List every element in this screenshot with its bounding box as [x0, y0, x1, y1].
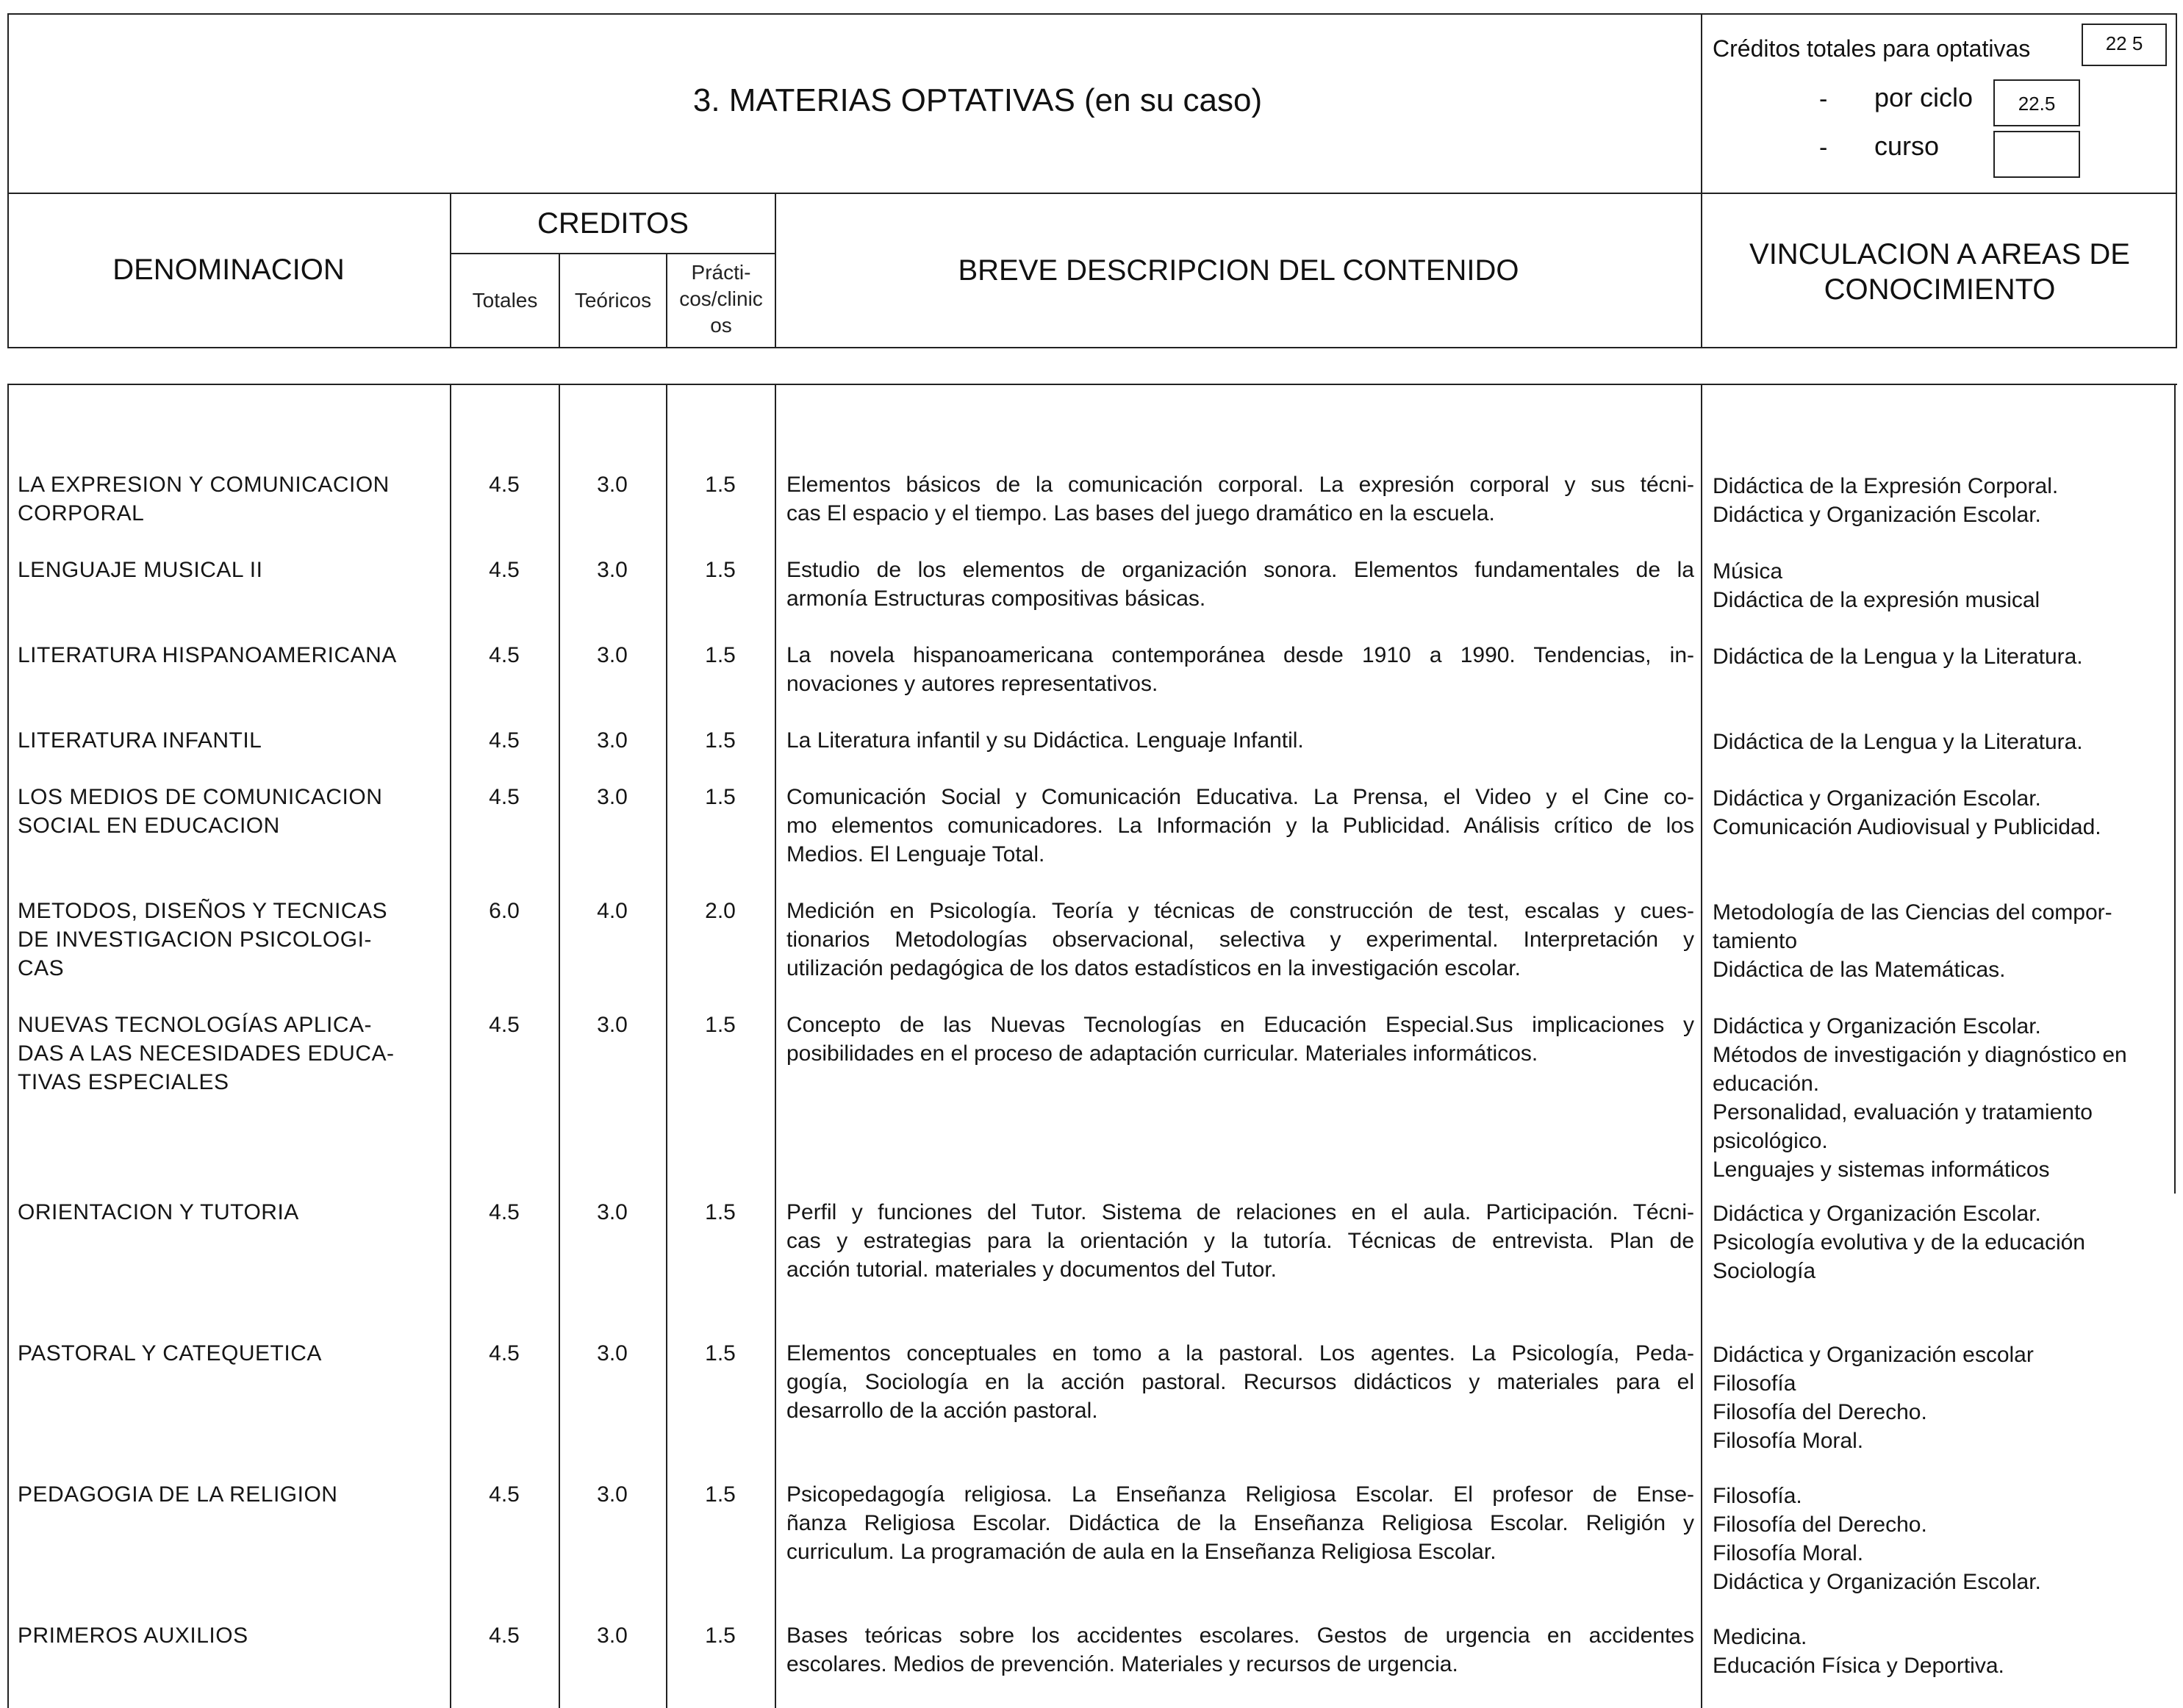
body-left-border: [7, 384, 9, 1708]
column-practicos-line2: cos/clinic: [679, 287, 763, 310]
content-description: [786, 1198, 1694, 1284]
subject-name: [18, 897, 437, 983]
content-description: [786, 470, 1694, 528]
column-descripcion: BREVE DESCRIPCION DEL CONTENIDO: [958, 254, 1519, 287]
description-line: cas El espacio y el tiempo. Las bases del juego dramático en la escuela.: [786, 501, 1495, 525]
knowledge-area: Métodos de investigación y diagnóstico en: [1713, 1043, 2127, 1067]
curso-label: curso: [1874, 131, 1940, 161]
knowledge-areas: [1713, 1199, 2168, 1285]
subject-name-line: DAS A LAS NECESIDADES EDUCA-: [18, 1041, 395, 1066]
credits-totales: 4.5: [489, 1200, 520, 1224]
knowledge-area: Filosofía.: [1713, 1484, 1802, 1508]
knowledge-areas: [1713, 898, 2168, 984]
credits-teoricos: 4.0: [597, 899, 628, 923]
por-ciclo-value: 22.5: [1993, 79, 2080, 126]
description-line: Perfil y funciones del Tutor. Sistema de relaciones en el aula. Participación. Técni-: [786, 1200, 1694, 1224]
column-denominacion: DENOMINACION: [112, 254, 345, 286]
column-teoricos: Teóricos: [574, 289, 652, 312]
subject-name: [18, 641, 437, 670]
credits-totales: 6.0: [489, 899, 520, 923]
header-divider-horizontal: [7, 193, 2177, 194]
column-vinculacion-line2: CONOCIMIENTO: [1824, 273, 2056, 306]
body-vline-teoricos: [666, 384, 667, 1708]
knowledge-area: Didáctica de la Expresión Corporal.: [1713, 474, 2059, 498]
subject-name-line: LENGUAJE MUSICAL II: [18, 558, 263, 582]
knowledge-area: Filosofía Moral.: [1713, 1429, 1864, 1453]
subject-name: [18, 1480, 437, 1509]
description-line: Comunicación Social y Comunicación Educativa. La Prensa, el Video y el Cine co-: [786, 785, 1694, 809]
description-line: La novela hispanoamericana contemporánea desde 1910 a 1990. Tendencias, in-: [786, 643, 1694, 667]
knowledge-area: Metodología de las Ciencias del compor-: [1713, 900, 2112, 925]
dash-curso: -: [1819, 134, 1828, 162]
credits-teoricos: 3.0: [597, 1623, 628, 1648]
creditos-totales-value: 22 5: [2082, 24, 2167, 66]
content-description: [786, 897, 1694, 983]
knowledge-area: Didáctica de las Matemáticas.: [1713, 958, 2006, 982]
subject-name-line: LA EXPRESION Y COMUNICACION: [18, 473, 390, 497]
credits-totales: 4.5: [489, 1013, 520, 1037]
credits-teoricos: 3.0: [597, 1341, 628, 1366]
credits-practicos: 1.5: [705, 643, 736, 667]
column-creditos: CREDITOS: [537, 207, 689, 240]
description-line: cas y estrategias para la orientación y la tutoría. Técnicas de entrevista. Plan de: [786, 1229, 1694, 1253]
knowledge-area: Sociología: [1713, 1259, 1816, 1283]
subject-name: [18, 783, 437, 840]
knowledge-area: Medicina.: [1713, 1625, 1807, 1649]
knowledge-area: tamiento: [1713, 929, 1798, 953]
subject-name-line: PRIMEROS AUXILIOS: [18, 1623, 248, 1648]
description-line: La Literatura infantil y su Didáctica. Lenguaje Infantil.: [786, 728, 1304, 753]
knowledge-area: Didáctica y Organización Escolar.: [1713, 1570, 2041, 1594]
knowledge-area: Comunicación Audiovisual y Publicidad.: [1713, 815, 2101, 839]
knowledge-area: Didáctica de la expresión musical: [1713, 588, 2040, 612]
subject-name-line: CAS: [18, 956, 65, 980]
body-vline-practicos: [775, 384, 776, 1708]
credits-teoricos: 3.0: [597, 643, 628, 667]
credits-teoricos: 3.0: [597, 1013, 628, 1037]
subject-name-line: ORIENTACION Y TUTORIA: [18, 1200, 299, 1224]
subject-name-line: CORPORAL: [18, 501, 145, 525]
description-line: utilización pedagógica de los datos estadísticos en la investigación escolar.: [786, 956, 1521, 980]
knowledge-area: Personalidad, evaluación y tratamiento: [1713, 1100, 2093, 1124]
description-line: posibilidades en el proceso de adaptación curricular. Materiales informáticos.: [786, 1041, 1538, 1066]
knowledge-area: Filosofía Moral.: [1713, 1541, 1864, 1565]
knowledge-area: Didáctica y Organización escolar: [1713, 1343, 2034, 1367]
subject-name-line: NUEVAS TECNOLOGÍAS APLICA-: [18, 1013, 373, 1037]
knowledge-area: Educación Física y Deportiva.: [1713, 1654, 2004, 1678]
subject-name: [18, 1011, 437, 1097]
description-line: Estudio de los elementos de organización sonora. Elementos fundamentales de la: [786, 558, 1694, 582]
credits-totales: 4.5: [489, 558, 520, 582]
knowledge-area: Didáctica y Organización Escolar.: [1713, 786, 2041, 811]
curso-value: [1993, 131, 2080, 178]
column-totales: Totales: [472, 289, 538, 312]
body-vline-totales: [559, 384, 560, 1708]
knowledge-area: Didáctica y Organización Escolar.: [1713, 503, 2041, 527]
knowledge-area: Filosofía del Derecho.: [1713, 1513, 1927, 1537]
description-line: acción tutorial. materiales y documentos del Tutor.: [786, 1257, 1277, 1282]
column-practicos-line1: Prácti-: [691, 261, 751, 284]
knowledge-areas: [1713, 728, 2168, 756]
description-line: armonía Estructuras compositivas básicas.: [786, 586, 1206, 611]
credits-totales: 4.5: [489, 1482, 520, 1507]
credits-practicos: 1.5: [705, 1623, 736, 1648]
subject-name-line: LITERATURA INFANTIL: [18, 728, 262, 753]
credits-practicos: 1.5: [705, 473, 736, 497]
page-title: 3. MATERIAS OPTATIVAS (en su caso): [692, 82, 1263, 118]
knowledge-area: Lenguajes y sistemas informáticos: [1713, 1158, 2050, 1182]
content-description: [786, 726, 1694, 755]
knowledge-area: Música: [1713, 559, 1783, 584]
content-description: [786, 1621, 1694, 1679]
knowledge-area: psicológico.: [1713, 1129, 1828, 1153]
credits-practicos: 1.5: [705, 1013, 736, 1037]
knowledge-area: Didáctica y Organización Escolar.: [1713, 1014, 2041, 1038]
knowledge-areas: [1713, 1623, 2168, 1680]
credits-totales: 4.5: [489, 643, 520, 667]
subject-name: [18, 470, 437, 528]
knowledge-areas: [1713, 1012, 2168, 1184]
por-ciclo-label: por ciclo: [1874, 82, 1974, 112]
subject-name: [18, 1339, 437, 1368]
knowledge-area: Didáctica de la Lengua y la Literatura.: [1713, 645, 2083, 669]
description-line: Medios. El Lenguaje Total.: [786, 842, 1045, 866]
knowledge-areas: [1713, 1482, 2168, 1596]
column-vinculacion-line1: VINCULACION A AREAS DE: [1749, 238, 2130, 270]
body-top-border: [7, 384, 2177, 385]
credits-practicos: 1.5: [705, 1482, 736, 1507]
subject-name-line: TIVAS ESPECIALES: [18, 1070, 229, 1094]
description-line: gogía, Sociología en la acción pastoral. Recursos didácticos y materiales para el: [786, 1370, 1694, 1394]
description-line: curriculum. La programación de aula en la Enseñanza Religiosa Escolar.: [786, 1540, 1496, 1564]
dash-por-ciclo: -: [1819, 85, 1828, 113]
column-practicos-line3: os: [710, 314, 732, 337]
credits-totales: 4.5: [489, 728, 520, 753]
knowledge-areas: [1713, 557, 2168, 614]
credits-teoricos: 3.0: [597, 785, 628, 809]
description-line: escolares. Medios de prevención. Materiales y recursos de urgencia.: [786, 1652, 1458, 1676]
credits-teoricos: 3.0: [597, 1200, 628, 1224]
body-right-border: [2174, 384, 2176, 1194]
credits-practicos: 1.5: [705, 728, 736, 753]
credits-practicos: 2.0: [705, 899, 736, 923]
description-line: Elementos conceptuales en tomo a la pastoral. Los agentes. La Psicología, Peda-: [786, 1341, 1694, 1366]
hdr-creditos-underline: [450, 253, 775, 254]
description-line: ñanza Religiosa Escolar. Didáctica de la Enseñanza Religiosa Escolar. Religión y: [786, 1511, 1694, 1535]
subject-name-line: LOS MEDIOS DE COMUNICACION: [18, 785, 383, 809]
knowledge-area: Didáctica de la Lengua y la Literatura.: [1713, 730, 2083, 754]
subject-name-line: PEDAGOGIA DE LA RELIGION: [18, 1482, 338, 1507]
description-line: mo elementos comunicadores. La Información y la Publicidad. Análisis crítico de los: [786, 814, 1694, 838]
knowledge-area: Didáctica y Organización Escolar.: [1713, 1202, 2041, 1226]
subject-name: [18, 1621, 437, 1650]
content-description: [786, 556, 1694, 613]
knowledge-areas: [1713, 472, 2168, 529]
knowledge-areas: [1713, 1341, 2168, 1455]
knowledge-areas: [1713, 642, 2168, 671]
description-line: Elementos básicos de la comunicación corporal. La expresión corporal y sus técni-: [786, 473, 1694, 497]
knowledge-areas: [1713, 784, 2168, 842]
creditos-totales-label: Créditos totales para optativas: [1713, 35, 2031, 62]
description-line: novaciones y autores representativos.: [786, 672, 1158, 696]
credits-teoricos: 3.0: [597, 728, 628, 753]
knowledge-area: Filosofía: [1713, 1371, 1796, 1396]
subject-name-line: LITERATURA HISPANOAMERICANA: [18, 643, 397, 667]
credits-totales: 4.5: [489, 1623, 520, 1648]
credits-teoricos: 3.0: [597, 473, 628, 497]
credits-totales: 4.5: [489, 785, 520, 809]
subject-name-line: PASTORAL Y CATEQUETICA: [18, 1341, 322, 1366]
credits-totales: 4.5: [489, 473, 520, 497]
content-description: [786, 641, 1694, 698]
credits-practicos: 1.5: [705, 558, 736, 582]
description-line: Psicopedagogía religiosa. La Enseñanza Religiosa Escolar. El profesor de Ense-: [786, 1482, 1694, 1507]
content-description: [786, 1339, 1694, 1425]
body-vline-descripcion: [1701, 384, 1702, 1708]
description-line: Medición en Psicología. Teoría y técnicas de construcción de test, escalas y cues-: [786, 899, 1694, 923]
body-vline-denominacion: [450, 384, 451, 1708]
knowledge-area: Filosofía del Derecho.: [1713, 1400, 1927, 1424]
knowledge-area: Psicología evolutiva y de la educación: [1713, 1230, 2085, 1255]
subject-name-line: METODOS, DISEÑOS Y TECNICAS: [18, 899, 388, 923]
credits-teoricos: 3.0: [597, 1482, 628, 1507]
description-line: tionarios Metodologías observacional, selectiva y experimental. Interpretación y: [786, 927, 1694, 952]
subject-name: [18, 556, 437, 584]
content-description: [786, 783, 1694, 869]
credits-practicos: 1.5: [705, 1200, 736, 1224]
description-line: Bases teóricas sobre los accidentes escolares. Gestos de urgencia en accidentes: [786, 1623, 1694, 1648]
subject-name-line: SOCIAL EN EDUCACION: [18, 814, 280, 838]
credits-teoricos: 3.0: [597, 558, 628, 582]
credits-practicos: 1.5: [705, 785, 736, 809]
content-description: [786, 1480, 1694, 1566]
subject-name-line: DE INVESTIGACION PSICOLOGI-: [18, 927, 372, 952]
knowledge-area: educación.: [1713, 1072, 1820, 1096]
credits-totales: 4.5: [489, 1341, 520, 1366]
description-line: desarrollo de la acción pastoral.: [786, 1399, 1098, 1423]
description-line: Concepto de las Nuevas Tecnologías en Educación Especial.Sus implicaciones y: [786, 1013, 1694, 1037]
subject-name: [18, 1198, 437, 1227]
content-description: [786, 1011, 1694, 1068]
subject-name: [18, 726, 437, 755]
credits-practicos: 1.5: [705, 1341, 736, 1366]
